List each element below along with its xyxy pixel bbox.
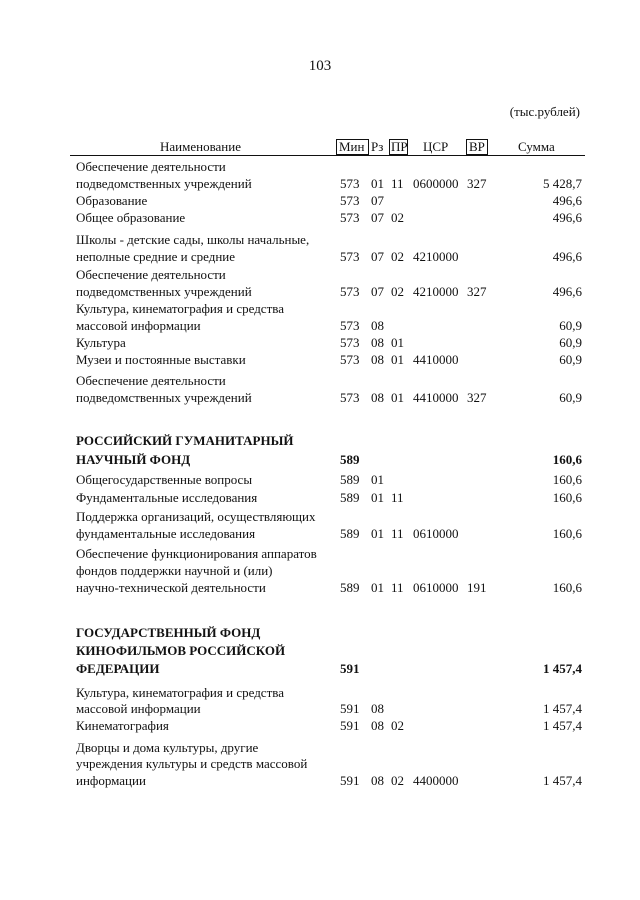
- header-sum: Сумма: [518, 139, 555, 154]
- cell-rz: 07: [371, 210, 384, 225]
- cell-min: 573: [340, 210, 360, 225]
- cell-name: учреждения культуры и средств массовой: [76, 756, 308, 771]
- cell-rz: 08: [371, 701, 384, 716]
- cell-pr: 02: [391, 773, 404, 788]
- cell-rz: 01: [371, 490, 384, 505]
- cell-min: 573: [340, 335, 360, 350]
- cell-min: 573: [340, 318, 360, 333]
- header-pr: ПР: [391, 139, 408, 154]
- cell-csr: 4410000: [413, 352, 459, 367]
- cell-min: 589: [340, 580, 360, 595]
- cell-pr: 11: [391, 490, 404, 505]
- cell-name: Общегосударственные вопросы: [76, 472, 253, 487]
- cell-min: 589: [340, 490, 360, 505]
- table-row: [0, 642, 640, 659]
- cell-name: фундаментальные исследования: [76, 526, 256, 541]
- cell-csr: 0610000: [413, 580, 459, 595]
- cell-sum: 160,6: [552, 472, 582, 487]
- cell-min: 591: [340, 701, 360, 716]
- cell-min: 573: [340, 352, 360, 367]
- cell-pr: 01: [391, 390, 404, 405]
- cell-sum: 160,6: [552, 452, 582, 467]
- cell-vr: 327: [467, 176, 487, 191]
- cell-rz: 01: [371, 526, 384, 541]
- cell-name: Обеспечение деятельности: [76, 267, 226, 282]
- table-row: [0, 508, 640, 525]
- cell-name: Обеспечение деятельности: [76, 373, 226, 388]
- cell-pr: 02: [391, 718, 404, 733]
- table-row: [0, 175, 640, 192]
- cell-sum: 160,6: [552, 490, 582, 505]
- cell-pr: 02: [391, 284, 404, 299]
- cell-rz: 01: [371, 580, 384, 595]
- cell-vr: 191: [467, 580, 487, 595]
- cell-name: Кинематография: [76, 718, 169, 733]
- cell-csr: 4400000: [413, 773, 459, 788]
- cell-sum: 60,9: [559, 352, 582, 367]
- table-row: [0, 351, 640, 368]
- cell-sum: 5 428,7: [543, 176, 582, 191]
- table-row: [0, 248, 640, 265]
- cell-name: Поддержка организаций, осуществляющих: [76, 509, 316, 524]
- cell-name: Культура, кинематография и средства: [76, 301, 284, 316]
- table-row: [0, 283, 640, 300]
- cell-rz: 08: [371, 390, 384, 405]
- table-row: [0, 772, 640, 789]
- table-row: [0, 372, 640, 389]
- cell-vr: 327: [467, 284, 487, 299]
- cell-rz: 07: [371, 249, 384, 264]
- table-row: [0, 624, 640, 641]
- cell-name: ГОСУДАРСТВЕННЫЙ ФОНД: [76, 625, 261, 640]
- cell-rz: 08: [371, 318, 384, 333]
- cell-min: 589: [340, 452, 360, 467]
- cell-name: подведомственных учреждений: [76, 176, 252, 191]
- cell-sum: 496,6: [552, 210, 582, 225]
- table-row: [0, 192, 640, 209]
- cell-min: 573: [340, 193, 360, 208]
- cell-name: Общее образование: [76, 210, 186, 225]
- table-row: [0, 562, 640, 579]
- table-row: [0, 389, 640, 406]
- cell-sum: 60,9: [559, 335, 582, 350]
- table-row: [0, 739, 640, 756]
- cell-vr: 327: [467, 390, 487, 405]
- table-row: [0, 545, 640, 562]
- cell-name: Образование: [76, 193, 148, 208]
- cell-pr: 11: [391, 526, 404, 541]
- cell-sum: 1 457,4: [543, 661, 582, 676]
- cell-name: информации: [76, 773, 146, 788]
- header-rz: Рз: [371, 139, 384, 154]
- units-label: (тыс.рублей): [509, 104, 580, 119]
- cell-sum: 496,6: [552, 193, 582, 208]
- table-row: [0, 300, 640, 317]
- table-row: [0, 266, 640, 283]
- cell-name: Обеспечение деятельности: [76, 159, 226, 174]
- cell-rz: 01: [371, 176, 384, 191]
- table-row: [0, 684, 640, 701]
- header-vr: ВР: [469, 139, 485, 154]
- cell-min: 591: [340, 661, 360, 676]
- cell-sum: 160,6: [552, 580, 582, 595]
- table-row: [0, 317, 640, 334]
- cell-name: ФЕДЕРАЦИИ: [76, 661, 160, 676]
- table-row: [0, 755, 640, 772]
- cell-min: 591: [340, 773, 360, 788]
- cell-rz: 08: [371, 773, 384, 788]
- table-row: [0, 717, 640, 734]
- cell-pr: 01: [391, 335, 404, 350]
- table-row: [0, 334, 640, 351]
- cell-min: 573: [340, 390, 360, 405]
- cell-rz: 01: [371, 472, 384, 487]
- header-min: Мин: [339, 139, 365, 154]
- cell-sum: 1 457,4: [543, 701, 582, 716]
- cell-name: НАУЧНЫЙ ФОНД: [76, 452, 191, 467]
- page-number: 103: [308, 58, 332, 74]
- cell-name: фондов поддержки научной и (или): [76, 563, 273, 578]
- cell-name: научно-технической деятельности: [76, 580, 266, 595]
- table-row: [0, 432, 640, 449]
- header-csr: ЦСР: [423, 139, 449, 154]
- cell-name: Культура: [76, 335, 126, 350]
- cell-csr: 4410000: [413, 390, 459, 405]
- table-row: [0, 231, 640, 248]
- cell-min: 573: [340, 176, 360, 191]
- cell-sum: 496,6: [552, 284, 582, 299]
- cell-name: Культура, кинематография и средства: [76, 685, 284, 700]
- cell-sum: 160,6: [552, 526, 582, 541]
- header-rule: [70, 139, 585, 156]
- cell-name: неполные средние и средние: [76, 249, 236, 264]
- table-row: [0, 471, 640, 488]
- cell-pr: 02: [391, 249, 404, 264]
- cell-min: 573: [340, 249, 360, 264]
- cell-rz: 07: [371, 284, 384, 299]
- cell-min: 589: [340, 472, 360, 487]
- cell-csr: 0600000: [413, 176, 459, 191]
- cell-csr: 0610000: [413, 526, 459, 541]
- table-row: [0, 660, 640, 677]
- cell-name: подведомственных учреждений: [76, 390, 252, 405]
- cell-name: Фундаментальные исследования: [76, 490, 258, 505]
- cell-name: РОССИЙСКИЙ ГУМАНИТАРНЫЙ: [76, 433, 294, 448]
- cell-sum: 496,6: [552, 249, 582, 264]
- cell-csr: 4210000: [413, 284, 459, 299]
- cell-csr: 4210000: [413, 249, 459, 264]
- cell-name: КИНОФИЛЬМОВ РОССИЙСКОЙ: [76, 643, 286, 658]
- cell-sum: 60,9: [559, 390, 582, 405]
- table-row: [0, 209, 640, 226]
- table-row: [0, 525, 640, 542]
- cell-sum: 60,9: [559, 318, 582, 333]
- cell-rz: 08: [371, 718, 384, 733]
- table-row: [0, 700, 640, 717]
- cell-pr: 02: [391, 210, 404, 225]
- cell-sum: 1 457,4: [543, 773, 582, 788]
- cell-sum: 1 457,4: [543, 718, 582, 733]
- cell-name: Дворцы и дома культуры, другие: [76, 740, 259, 755]
- cell-name: Музеи и постоянные выставки: [76, 352, 246, 367]
- cell-min: 589: [340, 526, 360, 541]
- cell-name: Обеспечение функционирования аппаратов: [76, 546, 317, 561]
- cell-name: подведомственных учреждений: [76, 284, 252, 299]
- table-row: [0, 579, 640, 596]
- table-row: [0, 489, 640, 506]
- table-row: [0, 158, 640, 175]
- cell-name: массовой информации: [76, 318, 201, 333]
- table-row: [0, 451, 640, 468]
- cell-rz: 07: [371, 193, 384, 208]
- cell-rz: 08: [371, 352, 384, 367]
- cell-name: массовой информации: [76, 701, 201, 716]
- cell-name: Школы - детские сады, школы начальные,: [76, 232, 310, 247]
- cell-min: 573: [340, 284, 360, 299]
- header-name: Наименование: [160, 139, 241, 154]
- cell-pr: 11: [391, 176, 404, 191]
- cell-rz: 08: [371, 335, 384, 350]
- cell-pr: 01: [391, 352, 404, 367]
- cell-min: 591: [340, 718, 360, 733]
- cell-pr: 11: [391, 580, 404, 595]
